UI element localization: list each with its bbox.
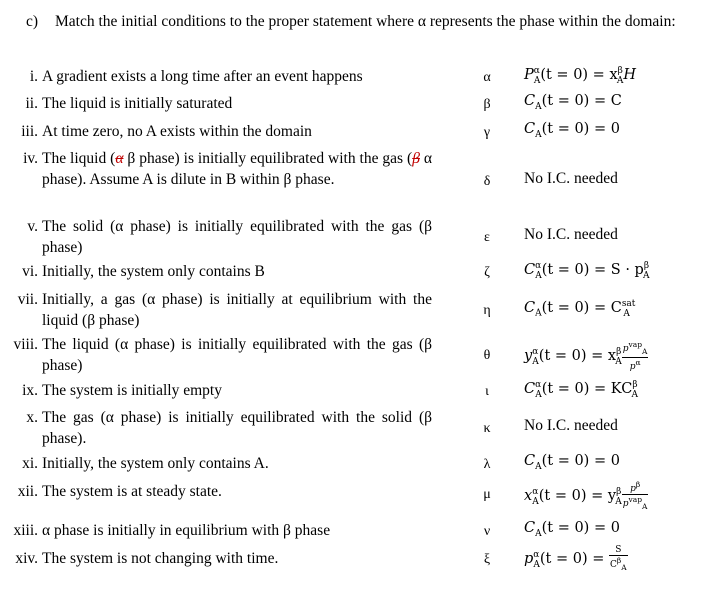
greek-theta: θ [483, 348, 491, 363]
greek-iota: ι [485, 384, 489, 399]
statement-text: The system is initially empty [42, 382, 222, 399]
condition-theta: $y^\alpha_A(t = 0) = x^\beta_A$ $\frac{p^{vap}_A}{p^\alpha}$ [524, 340, 648, 372]
statement-number: xiii. [13, 522, 38, 539]
greek-kappa: κ [483, 421, 491, 436]
condition-alpha: $P^\alpha_A(t = 0) = x^\beta_AH$ [524, 66, 636, 86]
statement-number: viii. [13, 336, 38, 353]
statement-text: The liquid is initially saturated [42, 95, 233, 112]
condition-lambda: $C_A(t = 0) = 0$ [524, 453, 620, 472]
statement-text: Initially, the system only contains B [42, 263, 265, 280]
question-text: Match the initial conditions to the proper statement where α represents the phase within the domain: [55, 13, 676, 30]
fraction: $\frac{S}{C^\beta_A}$ [609, 545, 627, 572]
greek-xi: ξ [483, 552, 491, 567]
condition-delta: No I.C. needed [524, 170, 618, 187]
statement-text [42, 148, 432, 190]
greek-zeta: ζ [484, 265, 490, 280]
greek-mu: μ [483, 487, 491, 502]
statement-number: x. [26, 409, 38, 426]
statement-number: vi. [22, 263, 38, 280]
greek-gamma: γ [483, 125, 491, 140]
statement-text-part: α phase). Assume A is dilute in B within β phase. [42, 150, 433, 188]
greek-alpha: α [483, 70, 491, 85]
condition-xi: $p^\alpha_A(t = 0)$ = $\frac{S}{C^\beta_A}$ [524, 545, 627, 572]
statement-number: ii. [25, 95, 38, 112]
statement-number: vii. [17, 291, 38, 308]
statement-text: The solid (α phase) is initially equilibrated with the gas (β phase) [42, 218, 432, 256]
statement-text: The liquid (α phase) is initially equilibrated with the gas (β phase) [42, 336, 432, 374]
statement-text: At time zero, no A exists within the domain [42, 123, 312, 140]
statement-text: A gradient exists a long time after an event happens [42, 68, 363, 85]
condition-zeta: $C^\alpha_A(t = 0) = S \cdot p^\beta_A$ [524, 261, 650, 281]
greek-lambda: λ [483, 457, 491, 472]
fraction: $\frac{p^\beta}{p^{vap}_A}$ [622, 480, 648, 511]
greek-delta: δ [483, 174, 491, 189]
statement-number: iv. [23, 150, 38, 167]
statement-text: The gas (α phase) is initially equilibrated with the solid (β phase). [42, 409, 432, 447]
statement-number: i. [29, 68, 38, 85]
statement-number: xiv. [15, 550, 38, 567]
statement-text: α phase is initially in equilibrium with β phase [42, 522, 331, 539]
statement-number: ix. [22, 382, 38, 399]
condition-gamma: $C_A(t = 0) = 0$ [524, 121, 620, 140]
condition-eta: $C_A(t = 0) = C^{sat}_A$ [524, 299, 636, 319]
fraction: $\frac{p^{vap}_A}{p^\alpha}$ [622, 340, 648, 372]
statement-text: The system is at steady state. [42, 483, 222, 500]
greek-nu: ν [483, 524, 491, 539]
statement-text: Initially, the system only contains A. [42, 455, 269, 472]
statement-number: v. [27, 218, 38, 235]
statement-number: iii. [21, 123, 38, 140]
statement-text: The system is not changing with time. [42, 550, 279, 567]
greek-beta: β [483, 97, 491, 112]
statement-number: xi. [22, 455, 38, 472]
statement-text: Initially, a gas (α phase) is initially at equilibrium with the liquid (β phase) [42, 291, 432, 329]
statement-text-part: β phase) is initially equilibrated with the gas ( [123, 150, 413, 167]
condition-iota: $C^\alpha_A(t = 0) = KC^\beta_A$ [524, 380, 639, 400]
statement-text-part: The liquid ( [42, 150, 116, 167]
greek-epsilon: ε [484, 230, 490, 245]
condition-epsilon: No I.C. needed [524, 226, 618, 243]
condition-kappa: No I.C. needed [524, 417, 618, 434]
condition-nu: $C_A(t = 0) = 0$ [524, 520, 620, 539]
statement-number: xii. [17, 483, 38, 500]
strikethrough-symbol: β [412, 150, 420, 167]
question-label: c) [26, 13, 39, 30]
condition-beta: $C_A(t = 0) = C$ [524, 93, 622, 112]
strikethrough-symbol: α [115, 150, 124, 167]
greek-eta: η [483, 303, 491, 318]
condition-mu: $x^\alpha_A(t = 0) = y^\beta_A$ $\frac{p^\beta}{p^{vap}_A}$ [524, 480, 648, 511]
